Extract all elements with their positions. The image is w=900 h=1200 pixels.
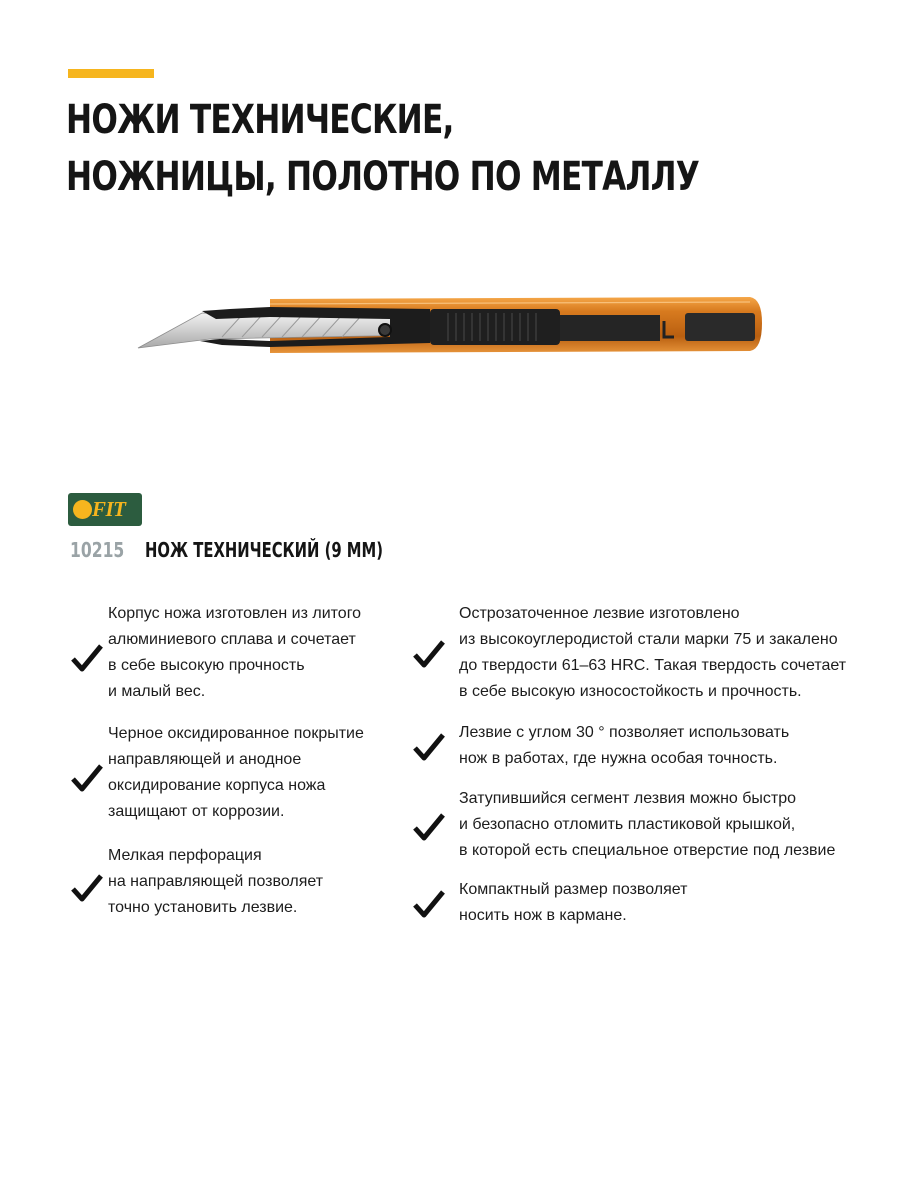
- accent-bar: [68, 69, 154, 78]
- checkmark-icon: [412, 887, 446, 921]
- feature-item: [70, 721, 400, 831]
- checkmark-icon: [412, 730, 446, 764]
- utility-knife-image: [130, 285, 770, 365]
- page-title: [66, 92, 699, 206]
- knife-slider: [430, 309, 560, 345]
- feature-text: Лезвие с углом 30 ° позволяет использовать нож в работах, где нужна особая точность.: [459, 724, 790, 767]
- feature-text: Затупившийся сегмент лезвия можно быстро и безопасно отломить пластиковой крышкой, в которой есть специальное отверстие под лезвие: [459, 790, 836, 859]
- logo-circle-icon: [73, 500, 92, 519]
- checkmark-icon: [412, 637, 446, 671]
- checkmark-icon: [70, 641, 104, 675]
- logo-text: FIT: [92, 497, 126, 521]
- feature-text: Черное оксидированное покрытие направляющей и анодное оксидирование корпуса ножа защищают от коррозии.: [108, 725, 364, 820]
- title-line-2: НОЖНИЦЫ, ПОЛОТНО ПО МЕТАЛЛУ: [66, 154, 700, 200]
- feature-item: [412, 601, 862, 711]
- feature-item: [70, 601, 400, 711]
- product-name: НОЖ ТЕХНИЧЕСКИЙ (9 ММ): [145, 538, 384, 562]
- feature-text: Мелкая перфорация на направляющей позволяет точно установить лезвие.: [108, 847, 324, 916]
- feature-text: Компактный размер позволяет носить нож в кармане.: [459, 881, 688, 924]
- checkmark-icon: [70, 761, 104, 795]
- feature-text: Острозаточенное лезвие изготовлено из высокоуглеродистой стали марки 75 и закалено до твердости 61–63 HRC. Такая твердость сочетает в себе высокую износостойкость и прочность.: [459, 605, 847, 700]
- checkmark-icon: [412, 810, 446, 844]
- title-line-1: НОЖИ ТЕХНИЧЕСКИЕ,: [66, 97, 454, 143]
- knife-end-cap: [685, 313, 755, 341]
- checkmark-icon: [70, 871, 104, 905]
- brand-logo: [68, 493, 142, 526]
- slider-track: [560, 315, 660, 341]
- feature-item: [412, 877, 862, 937]
- feature-item: [70, 843, 400, 923]
- product-code: 10215: [70, 538, 125, 562]
- guide-screw: [379, 324, 391, 336]
- feature-item: [412, 786, 862, 868]
- feature-text: Корпус ножа изготовлен из литого алюминиевого сплава и сочетает в себе высокую прочность и малый вес.: [108, 605, 362, 700]
- feature-item: [412, 720, 862, 780]
